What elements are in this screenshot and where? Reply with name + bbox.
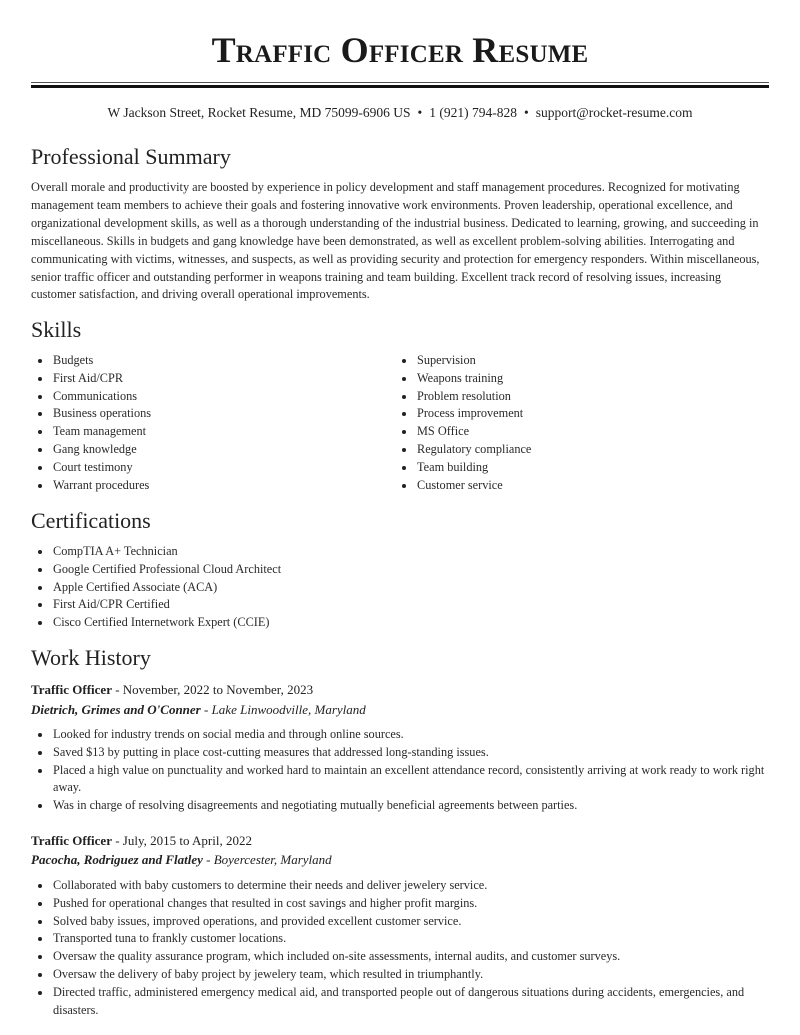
- job-bullet: Saved $13 by putting in place cost-cutting measures that addressed long-standing issues.: [31, 744, 769, 762]
- certification-item: Google Certified Professional Cloud Architect: [31, 561, 769, 579]
- job-bullets: [31, 877, 769, 1019]
- job-title-line: [31, 832, 252, 850]
- job-company-line: [31, 701, 366, 719]
- skill-item: Court testimony: [31, 459, 391, 477]
- contact-email: support@rocket-resume.com: [535, 105, 693, 120]
- bullet-separator: •: [524, 105, 529, 120]
- contact-line: [31, 104, 769, 122]
- job-location: - Boyercester, Maryland: [202, 852, 332, 867]
- job-title-line: [31, 681, 313, 699]
- section-heading-summary: Professional Summary: [31, 144, 231, 169]
- certification-item: First Aid/CPR Certified: [31, 596, 769, 614]
- skill-item: First Aid/CPR: [31, 370, 391, 388]
- job-bullet: Pushed for operational changes that resulted in cost savings and higher profit margins.: [31, 895, 769, 913]
- job-company-line: [31, 851, 332, 869]
- skill-item: Warrant procedures: [31, 477, 391, 495]
- skill-item: MS Office: [395, 423, 765, 441]
- job-bullet: Was in charge of resolving disagreements and negotiating mutually beneficial agreements between parties.: [31, 797, 769, 815]
- skill-item: Team management: [31, 423, 391, 441]
- job-bullet: Collaborated with baby customers to determine their needs and deliver jewelery service.: [31, 877, 769, 895]
- skill-item: Business operations: [31, 405, 391, 423]
- certification-item: Cisco Certified Internetwork Expert (CCIE): [31, 614, 769, 632]
- job-bullet: Transported tuna to frankly customer locations.: [31, 930, 769, 948]
- job-dates: - November, 2022 to November, 2023: [111, 682, 314, 697]
- skill-item: Budgets: [31, 352, 391, 370]
- skill-item: Regulatory compliance: [395, 441, 765, 459]
- certifications-list: [31, 543, 769, 632]
- bullet-separator: •: [417, 105, 423, 120]
- job-title: Traffic Officer: [31, 682, 112, 697]
- skill-item: Customer service: [395, 477, 765, 495]
- job-company: Dietrich, Grimes and O'Conner: [31, 702, 201, 717]
- certification-item: CompTIA A+ Technician: [31, 543, 769, 561]
- job-bullet: Oversaw the delivery of baby project by jewelery team, which resulted in triumphantly.: [31, 966, 769, 984]
- skill-item: Gang knowledge: [31, 441, 391, 459]
- job-bullet: Looked for industry trends on social media and through online sources.: [31, 726, 769, 744]
- header-divider-thin: [31, 82, 769, 83]
- resume-title: Traffic Officer Resume: [211, 30, 589, 70]
- skill-item: Problem resolution: [395, 388, 765, 406]
- contact-address: W Jackson Street, Rocket Resume, MD 75099-6906 US: [107, 105, 411, 120]
- skills-list-right: [395, 352, 765, 494]
- certification-item: Apple Certified Associate (ACA): [31, 579, 769, 597]
- header-divider-thick: [31, 85, 769, 88]
- skill-item: Team building: [395, 459, 765, 477]
- job-company: Pacocha, Rodriguez and Flatley: [31, 852, 203, 867]
- job-title: Traffic Officer: [31, 833, 112, 848]
- job-bullets: [31, 726, 769, 815]
- skill-item: Weapons training: [395, 370, 765, 388]
- contact-phone: 1 (921) 794-828: [429, 105, 518, 120]
- section-heading-skills: Skills: [31, 317, 82, 342]
- job-bullet: Placed a high value on punctuality and worked hard to maintain an excellent attendance record, consistently arriving at work ready to work right away.: [31, 762, 769, 798]
- section-heading-certifications: Certifications: [31, 508, 151, 533]
- skill-item: Supervision: [395, 352, 765, 370]
- skill-item: Communications: [31, 388, 391, 406]
- job-dates: - July, 2015 to April, 2022: [111, 833, 252, 848]
- job-bullet: Oversaw the quality assurance program, which included on-site assessments, internal audits, and customer surveys.: [31, 948, 769, 966]
- section-heading-work-history: Work History: [31, 645, 151, 670]
- skill-item: Process improvement: [395, 405, 765, 423]
- summary-text: Overall morale and productivity are boosted by experience in policy development and staff management procedures. Recognized for motivating management team members to achieve their goals and fostering innovative work environments. Proven leadership, operational excellence, and organizational development skills, as well as a thorough understanding of the industrial business. Dedicated to learning, growing, and succeeding in miscellaneous. Skills in budgets and gang knowledge have been demonstrated, as well as excellent problem-solving abilities. Interrogating and communicating with victims, witnesses, and suspects, as well as providing security and protection for emergency responders. Within miscellaneous, senior traffic officer and outstanding performer in weapons training and team building. Excellent track record of resolving issues, increasing customer satisfaction, and driving overall operational improvements.: [31, 180, 760, 302]
- job-location: - Lake Linwoodville, Maryland: [200, 702, 366, 717]
- skills-list-left: [31, 352, 391, 494]
- job-bullet: Directed traffic, administered emergency medical aid, and transported people out of dangerous situations during accidents, emergencies, and disasters.: [31, 984, 769, 1020]
- job-bullet: Solved baby issues, improved operations, and provided excellent customer service.: [31, 913, 769, 931]
